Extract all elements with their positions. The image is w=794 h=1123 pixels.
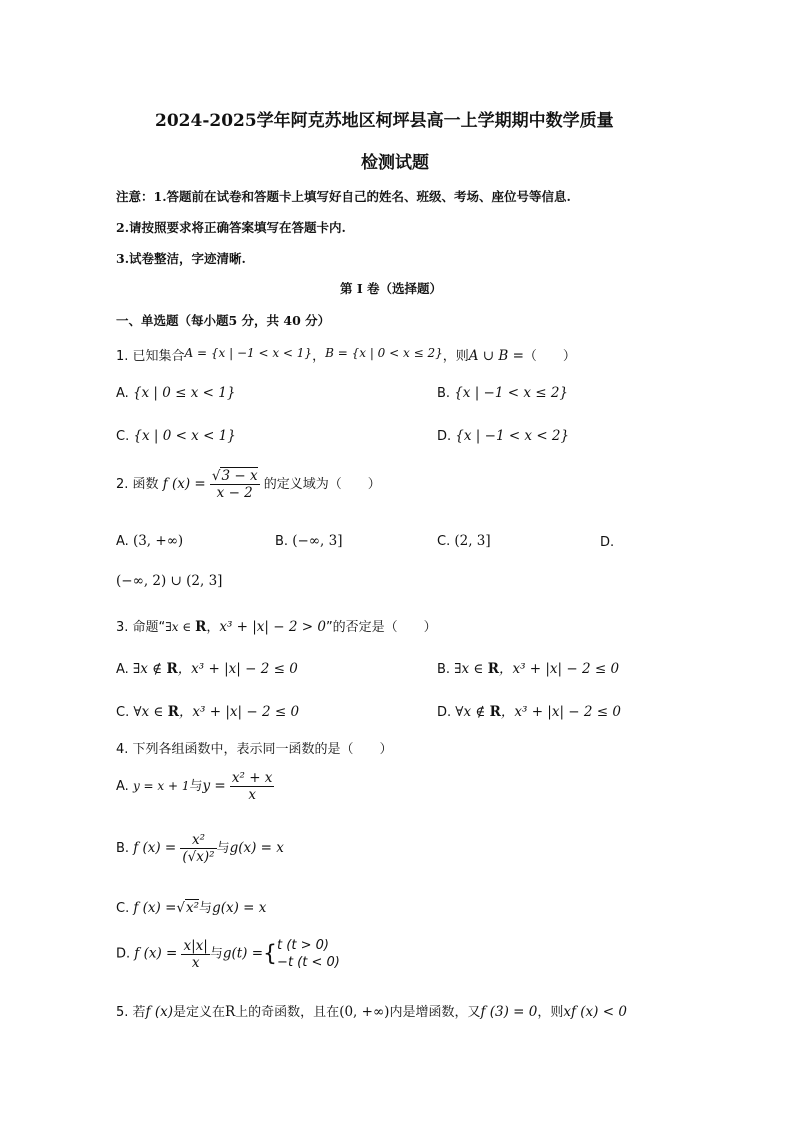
- q4-option-d-fraction: [181, 938, 209, 971]
- q4-option-b: [116, 832, 284, 865]
- q3-exists: ∃x ∈: [165, 620, 196, 634]
- q4-option-d-brace: {: [263, 941, 278, 967]
- q4-option-d-case1: t (t > 0): [277, 938, 329, 953]
- q4-option-c-rhs: g(x) = x: [212, 900, 267, 916]
- section-part-heading: 一、单选题（每小题5 分，共 40 分）: [116, 313, 331, 328]
- q4-option-d-denominator: x: [191, 954, 200, 971]
- q4-option-a-with: 与: [189, 779, 203, 794]
- q4-option-b-lhs: f (x) =: [133, 840, 177, 856]
- q4-option-d-with: 与: [209, 946, 223, 962]
- q1-set-a: A = {x | −1 < x < 1}: [184, 346, 313, 360]
- q4-option-b-fraction: [180, 832, 216, 865]
- q2-option-a-text: (3, +∞): [132, 533, 184, 549]
- q5-reals: R: [225, 1004, 236, 1020]
- q3-option-b-reals: R: [487, 661, 499, 677]
- q4-option-c: C. f (x) =√x²与g(x) = x: [116, 900, 267, 916]
- q3-option-b: [437, 657, 619, 677]
- q2-suffix: 的定义域为（ ）: [263, 477, 381, 492]
- q2-option-a: [116, 533, 183, 549]
- q3-option-c-expr: ，x³ + |x| − 2 ≤ 0: [178, 704, 300, 720]
- question-2: [116, 468, 381, 501]
- q4-option-a-left: y = x + 1: [132, 779, 190, 793]
- q3-option-c-quant: ∀x ∈: [133, 704, 168, 720]
- q4-option-c-with: 与: [199, 901, 213, 916]
- q1-option-d: [437, 428, 569, 444]
- section-volume-heading: 第 I 卷（选择题）: [340, 281, 443, 296]
- q3-option-c-reals: R: [167, 704, 179, 720]
- q3-comma: ，: [206, 620, 220, 635]
- q3-reals: R: [195, 619, 207, 635]
- q2-option-b: [275, 533, 342, 549]
- notice-1: 注意：1.答题前在试卷和答题卡上填写好自己的姓名、班级、考场、座位号等信息.: [116, 189, 571, 204]
- q4-option-b-label: B.: [116, 841, 130, 856]
- notice-3: 3.试卷整洁，字迹清晰.: [116, 251, 246, 266]
- q2-option-b-label: B.: [275, 534, 289, 549]
- q3-option-a: [116, 657, 298, 677]
- q3-option-a-quant: ∃x ∉: [132, 661, 167, 677]
- q2-option-b-text: (−∞, 3]: [292, 533, 343, 549]
- q1-option-c-text: {x | 0 < x < 1}: [133, 428, 236, 444]
- q2-option-d-label: D.: [600, 535, 615, 550]
- question-5: [116, 1001, 627, 1020]
- question-4: 4. 下列各组函数中，表示同一函数的是（ ）: [116, 742, 393, 757]
- q4-option-b-rhs: g(x) = x: [229, 840, 284, 856]
- q4-option-a-numerator: x² + x: [231, 770, 273, 786]
- q4-option-b-numerator: x²: [180, 832, 216, 849]
- q4-option-d-cases: [277, 937, 340, 971]
- q4-option-d-rhs: g(t) =: [222, 945, 264, 962]
- q3-option-c: [116, 700, 299, 720]
- q4-option-d-label: D.: [116, 946, 131, 962]
- q1-option-c-label: C.: [116, 429, 130, 444]
- q4-option-a-fraction: [230, 770, 275, 803]
- q4-option-d-numerator: x|x|: [183, 937, 208, 954]
- q4-option-d: [116, 937, 340, 971]
- q2-option-c: [437, 533, 491, 549]
- q3-option-b-label: B.: [437, 662, 451, 677]
- q4-option-d-lhs: f (x) =: [134, 945, 178, 962]
- q3-expr: x³ + |x| − 2 > 0: [219, 619, 326, 635]
- q4-option-a-right-lhs: y =: [202, 778, 226, 794]
- q5-mid4: ，则: [537, 1005, 564, 1020]
- q3-prefix: 3. 命题“: [116, 620, 166, 635]
- q3-option-d-expr: ，x³ + |x| − 2 ≤ 0: [500, 704, 621, 720]
- q5-fx: f (x): [145, 1004, 173, 1020]
- q2-option-c-text: (2, 3]: [454, 533, 491, 549]
- q3-option-a-expr: ，x³ + |x| − 2 ≤ 0: [177, 661, 298, 677]
- q5-mid1: 是定义在: [172, 1005, 225, 1020]
- q2-lhs: f (x) =: [162, 476, 206, 492]
- q1-set-b: B = {x | 0 < x ≤ 2}: [325, 346, 443, 360]
- q3-suffix: ”的否定是（ ）: [325, 620, 437, 635]
- q1-option-a-text: {x | 0 ≤ x < 1}: [132, 385, 236, 401]
- q4-option-b-denominator: (√x)²: [182, 849, 215, 865]
- q3-option-a-reals: R: [166, 661, 178, 677]
- q1-prefix: 1. 已知集合: [116, 349, 185, 364]
- q1-option-b: [437, 385, 568, 401]
- exam-title-line1: 2024-2025学年阿克苏地区柯坪县高一上学期期中数学质量: [155, 111, 614, 131]
- q3-option-a-label: A.: [116, 662, 129, 677]
- exam-title-line2: 检测试题: [361, 153, 429, 173]
- q1-comma: ，: [312, 349, 326, 364]
- q1-option-a: [116, 385, 235, 401]
- q2-denominator: x − 2: [216, 485, 253, 501]
- q3-option-d-reals: R: [489, 704, 501, 720]
- q3-option-d: [437, 700, 621, 720]
- q5-inequality: xf (x) < 0: [563, 1004, 627, 1020]
- q1-paren: （ ）: [523, 349, 576, 364]
- q3-option-b-quant: ∃x ∈: [454, 661, 488, 677]
- q4-option-b-with: 与: [216, 841, 230, 856]
- q3-option-d-quant: ∀x ∉: [455, 704, 490, 720]
- q1-option-d-text: {x | −1 < x < 2}: [455, 428, 570, 444]
- q3-option-c-label: C.: [116, 705, 130, 720]
- q4-option-a: [116, 770, 274, 803]
- q1-option-c: [116, 428, 236, 444]
- q5-mid2: 上的奇函数，且在: [235, 1005, 340, 1020]
- q4-option-c-root: x²: [186, 900, 200, 916]
- q4-option-a-label: A.: [116, 779, 129, 794]
- q5-mid3: 内是增函数，又: [389, 1005, 481, 1020]
- q4-option-a-denominator: x: [248, 787, 256, 803]
- q3-option-b-expr: ，x³ + |x| − 2 ≤ 0: [498, 661, 620, 677]
- q5-f3: f (3) = 0: [480, 1004, 538, 1020]
- q1-option-a-label: A.: [116, 386, 129, 401]
- q2-option-c-label: C.: [437, 534, 451, 549]
- q1-suffix: ，则: [442, 349, 469, 364]
- q2-option-d-text: (−∞, 2) ∪ (2, 3]: [116, 573, 223, 589]
- q4-option-c-label: C.: [116, 901, 130, 916]
- q2-prefix: 2. 函数: [116, 477, 159, 492]
- q1-union-expr: A ∪ B =: [468, 348, 524, 364]
- q2-fraction: $\frac{√3 - x}{x - 2}$: [211, 468, 258, 501]
- q4-option-d-case2: −t (t < 0): [277, 955, 340, 970]
- q2-numerator: 3 − x: [221, 468, 258, 484]
- q2-option-a-label: A.: [116, 534, 129, 549]
- q4-option-c-lhs: f (x) =: [133, 900, 177, 916]
- q3-option-d-label: D.: [437, 705, 452, 720]
- question-3: [116, 616, 437, 635]
- notice-2: 2.请按照要求将正确答案填写在答题卡内.: [116, 220, 346, 235]
- q1-option-b-label: B.: [437, 386, 451, 401]
- q1-option-d-label: D.: [437, 429, 452, 444]
- q1-option-b-text: {x | −1 < x ≤ 2}: [454, 385, 569, 401]
- q5-prefix: 5. 若: [116, 1005, 146, 1020]
- q5-interval: (0, +∞): [339, 1004, 390, 1020]
- question-1: [116, 345, 576, 364]
